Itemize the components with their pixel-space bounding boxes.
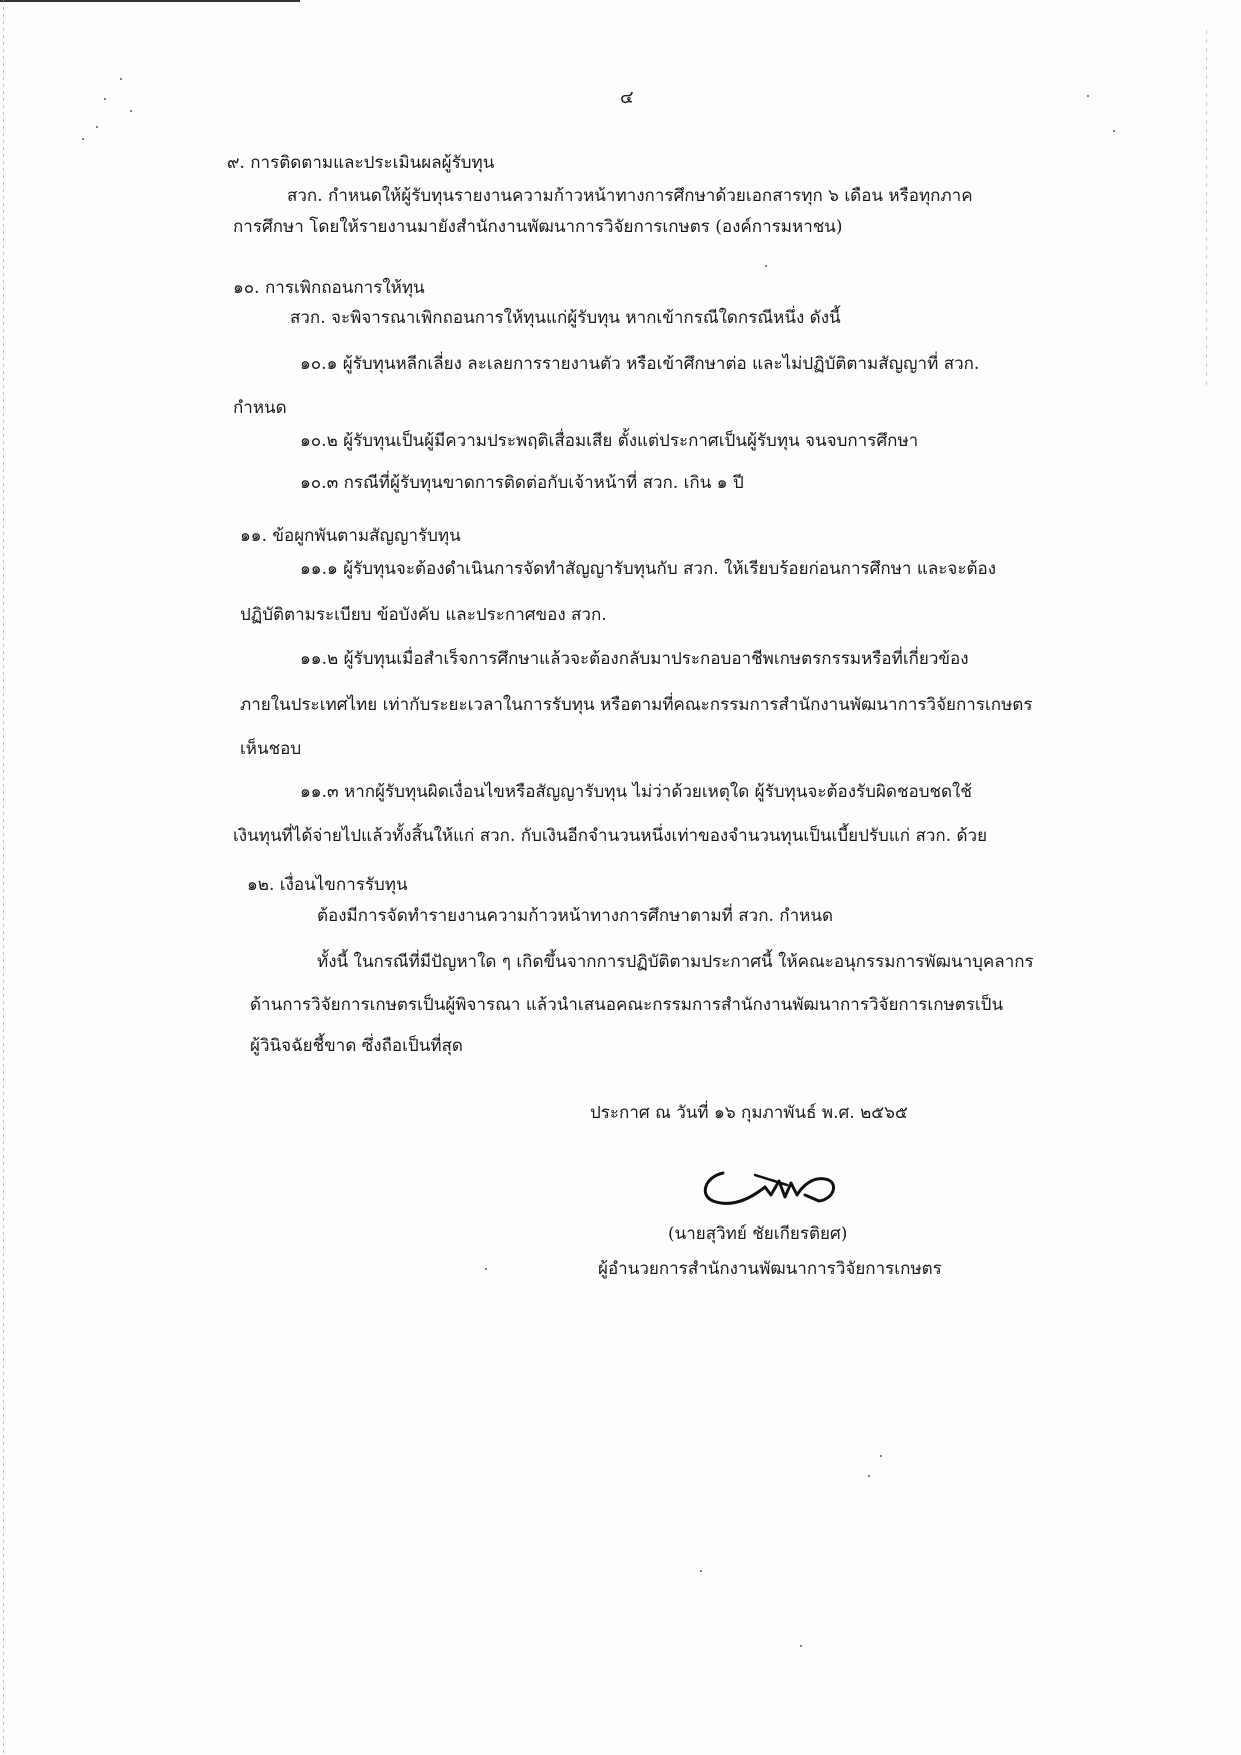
section-12-heading: ๑๒. เงื่อนไขการรับทุน [247, 875, 408, 895]
closing-line-3: ผู้วินิจฉัยชี้ขาด ซึ่งถือเป็นที่สุด [250, 1036, 463, 1056]
closing-line-1: ทั้งนี้ ในกรณีที่มีปัญหาใด ๆ เกิดขึ้นจากการปฏิบัติตามประกาศนี้ ให้คณะอนุกรรมการพัฒนาบุคลากร [317, 952, 1034, 972]
scan-speck [130, 110, 132, 112]
closing-line-2: ด้านการวิจัยการเกษตรเป็นผู้พิจารณา แล้วนำเสนอคณะกรรมการสำนักงานพัฒนาการวิจัยการเกษตรเป็น [250, 995, 1004, 1015]
signatory-position: ผู้อำนวยการสำนักงานพัฒนาการวิจัยการเกษตร [598, 1259, 942, 1279]
section-10-item-1-line-1: ๑๐.๑ ผู้รับทุนหลีกเลี่ยง ละเลยการรายงานตัว หรือเข้าศึกษาต่อ และไม่ปฏิบัติตามสัญญาที่ สวก. [300, 354, 980, 374]
section-11-item-2-line-1: ๑๑.๒ ผู้รับทุนเมื่อสำเร็จการศึกษาแล้วจะต้องกลับมาประกอบอาชีพเกษตรกรรมหรือที่เกี่ยวข้อง [300, 649, 969, 669]
scan-artifact-top [0, 0, 300, 2]
section-11-item-1-line-2: ปฏิบัติตามระเบียบ ข้อบังคับ และประกาศของ สวก. [240, 605, 607, 625]
scan-artifact-left [3, 0, 4, 1755]
scan-speck [880, 1455, 882, 1457]
section-11-item-1-line-1: ๑๑.๑ ผู้รับทุนจะต้องดำเนินการจัดทำสัญญารับทุนกับ สวก. ให้เรียบร้อยก่อนการศึกษา และจะต้อง [300, 559, 997, 579]
scan-speck [700, 1570, 702, 1572]
section-10-item-1-line-2: กำหนด [233, 398, 287, 418]
section-9-heading: ๙. การติดตามและประเมินผลผู้รับทุน [227, 153, 495, 173]
section-11-item-2-line-2: ภายในประเทศไทย เท่ากับระยะเวลาในการรับทุน หรือตามที่คณะกรรมการสำนักงานพัฒนาการวิจัยการเกษตร [240, 695, 1033, 715]
section-12-text: ต้องมีการจัดทำรายงานความก้าวหน้าทางการศึกษาตามที่ สวก. กำหนด [317, 906, 834, 926]
signature-image [695, 1155, 855, 1215]
section-10-heading: ๑๐. การเพิกถอนการให้ทุน [233, 278, 425, 298]
section-11-item-3-line-2: เงินทุนที่ได้จ่ายไปแล้วทั้งสิ้นให้แก่ สวก. กับเงินอีกจำนวนหนึ่งเท่าของจำนวนทุนเป็นเบี้ยปรับแก่ สวก. ด้วย [233, 826, 988, 846]
scan-speck [96, 126, 98, 128]
section-11-item-3-line-1: ๑๑.๓ หากผู้รับทุนผิดเงื่อนไขหรือสัญญารับทุน ไม่ว่าด้วยเหตุใด ผู้รับทุนจะต้องรับผิดชอบชดใช้ [300, 782, 972, 802]
scan-speck [1113, 130, 1115, 132]
section-11-heading: ๑๑. ข้อผูกพันตามสัญญารับทุน [240, 526, 461, 546]
section-10-intro: สวก. จะพิจารณาเพิกถอนการให้ทุนแก่ผู้รับทุน หากเข้ากรณีใดกรณีหนึ่ง ดังนี้ [290, 308, 841, 328]
scan-speck [104, 98, 106, 100]
scan-speck [1087, 95, 1089, 97]
section-10-item-2: ๑๐.๒ ผู้รับทุนเป็นผู้มีความประพฤติเสื่อมเสีย ตั้งแต่ประกาศเป็นผู้รับทุน จนจบการศึกษา [300, 431, 919, 451]
page-number: ๔ [620, 87, 634, 108]
signatory-name: (นายสุวิทย์ ชัยเกียรติยศ) [668, 1224, 848, 1244]
scan-speck [800, 1645, 802, 1647]
scan-artifact-right [1206, 30, 1207, 390]
scan-speck [485, 1268, 487, 1270]
scan-speck [82, 138, 84, 140]
section-11-item-2-line-3: เห็นชอบ [240, 739, 302, 759]
section-9-text-line-1: สวก. กำหนดให้ผู้รับทุนรายงานความก้าวหน้าทางการศึกษาด้วยเอกสารทุก ๖ เดือน หรือทุกภาค [287, 186, 973, 206]
announcement-date: ประกาศ ณ วันที่ ๑๖ กุมภาพันธ์ พ.ศ. ๒๕๖๕ [590, 1103, 908, 1123]
scan-speck [120, 78, 122, 80]
scan-speck [868, 1475, 870, 1477]
scan-speck [765, 265, 767, 267]
section-10-item-3: ๑๐.๓ กรณีที่ผู้รับทุนขาดการติดต่อกับเจ้าหน้าที่ สวก. เกิน ๑ ปี [300, 473, 744, 493]
section-9-text-line-2: การศึกษา โดยให้รายงานมายังสำนักงานพัฒนาการวิจัยการเกษตร (องค์การมหาชน) [233, 217, 843, 237]
